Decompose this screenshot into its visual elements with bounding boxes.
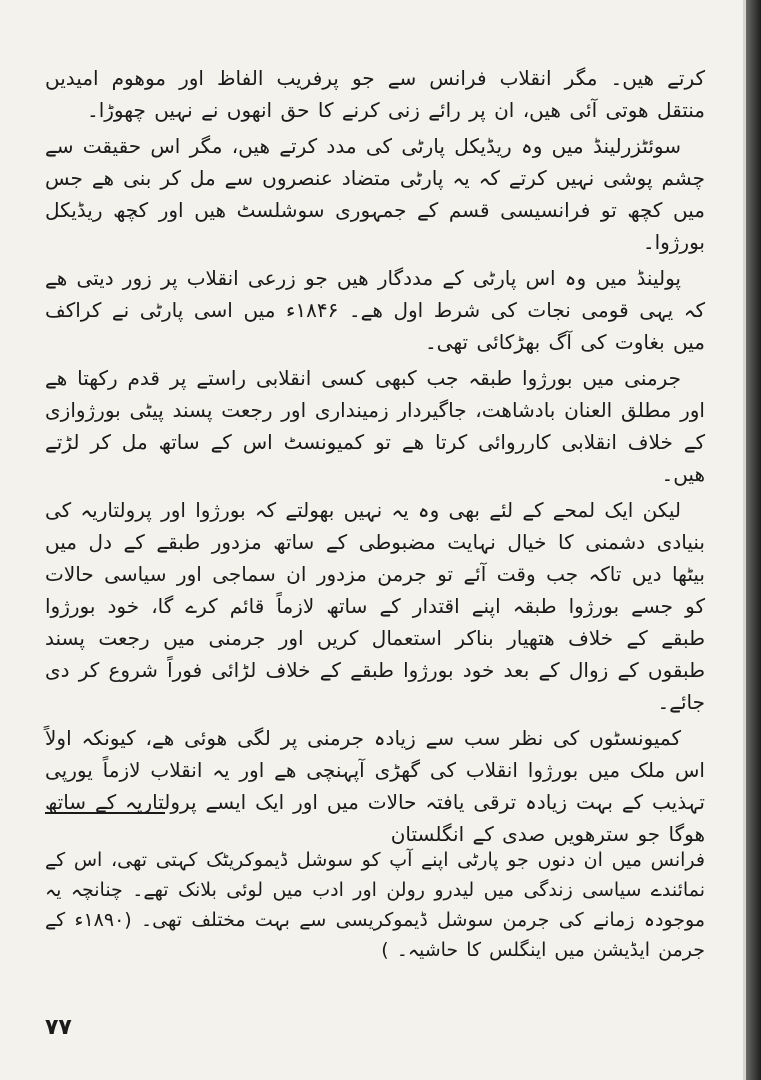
book-spine-shadow	[746, 0, 761, 1080]
paragraph-6: کمیونسٹوں کی نظر سب سے زیادہ جرمنی پر لگی ھوئی ھے، کیونکہ اولاً اس ملک میں بورژوا انقلاب کی گھڑی آپہنچی ھے اور یہ انقلاب لازماً یورپی تہذیب کے بہت زیادہ ترقی یافتہ حالات میں اور ایک ایسے پرولتاریہ کے ساتھ ھوگا جو سترھویں صدی کے انگلستان	[45, 726, 705, 846]
footnote-divider	[45, 812, 165, 814]
paragraph-4: جرمنی میں بورژوا طبقہ جب کبھی کسی انقلابی راستے پر قدم رکھتا ھے اور مطلق العنان بادشاھت، جاگیردار زمینداری اور رجعت پسند پیٹی بورژوازی کے خلاف انقلابی کارروائی کرتا ھے تو کمیونسٹ اس کے ساتھ مل کر لڑتے ھیں۔	[45, 366, 705, 486]
paragraph-1: کرتے ھیں۔ مگر انقلاب فرانس سے جو پرفریب الفاظ اور موھوم امیدیں منتقل ھوتی آئی ھیں، ان پر رائے زنی کرنے کا حق انھوں نے نہیں چھوڑا۔	[45, 66, 705, 122]
page-number: ۷۷	[45, 1015, 72, 1040]
paragraph-5: لیکن ایک لمحے کے لئے بھی وہ یہ نہیں بھولتے کہ بورژوا اور پرولتاریہ کی بنیادی دشمنی کا خیال نہایت مضبوطی کے ساتھ مزدور طبقے کے دل میں بیٹھا دیں تاکہ جب وقت آئے تو جرمن مزدور ان سماجی اور سیاسی حالات کو جسے بورژوا طبقہ اپنے اقتدار کے ساتھ لازماً قائم کرے گا، خود بورژوا طبقے کے خلاف ھتھیار بناکر استعمال کریں اور جرمنی میں رجعت پسند طبقوں کے زوال کے بعد خود بورژوا طبقے کے خلاف لڑائی فوراً شروع کر دی جائے۔	[45, 498, 705, 714]
body-text	[45, 62, 705, 854]
paragraph-2: سوئٹزرلینڈ میں وہ ریڈیکل پارٹی کی مدد کرتے ھیں، مگر اس حقیقت سے چشم پوشی نہیں کرتے کہ یہ پارٹی متضاد عنصروں سے مل کر بنی ھے جس میں کچھ تو فرانسیسی قسم کے جمہوری سوشلسٹ ھیں اور کچھ ریڈیکل بورژوا۔	[45, 134, 705, 254]
paragraph-3: پولینڈ میں وہ اس پارٹی کے مددگار ھیں جو زرعی انقلاب پر زور دیتی ھے کہ یہی قومی نجات کی شرط اول ھے۔ ۱۸۴۶ء میں اسی پارٹی نے کراکف میں بغاوت کی آگ بھڑکائی تھی۔	[45, 266, 705, 354]
footnote: فرانس میں ان دنوں جو پارٹی اپنے آپ کو سوشل ڈیموکریٹک کہتی تھی، اس کے نمائندے سیاسی زندگی میں لیدرو رولن اور ادب میں لوئی بلانک تھے۔ چنانچہ یہ موجودہ زمانے کی جرمن سوشل ڈیموکریسی سے بہت مختلف تھی۔ (۱۸۹۰ء کے جرمن ایڈیشن میں اینگلس کا حاشیہ۔ )	[45, 849, 705, 961]
